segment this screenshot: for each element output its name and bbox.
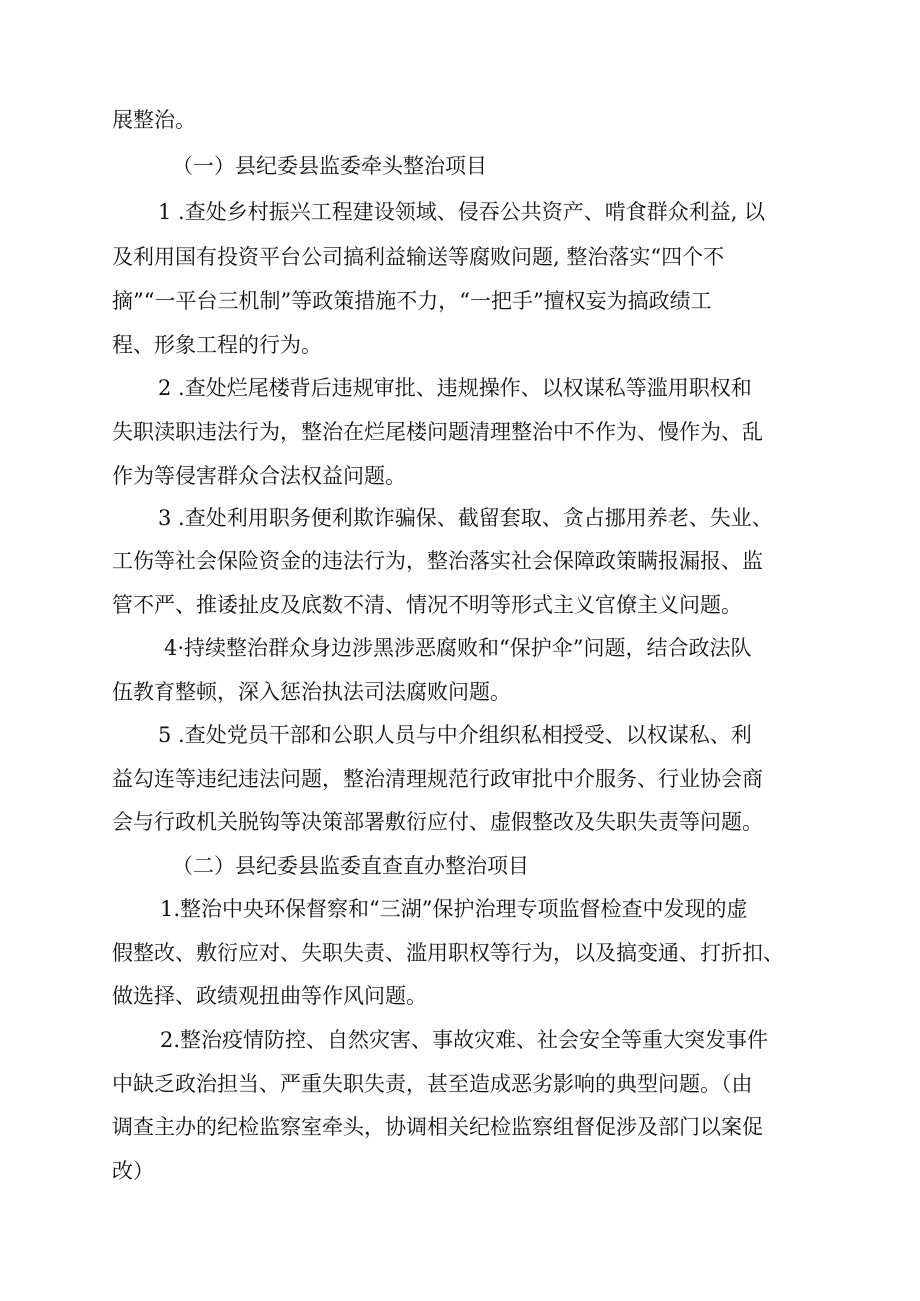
paragraph-line: 2 .查处烂尾楼背后违规审批、违规操作、以权谋私等滥用职权和	[158, 376, 752, 400]
paragraph-line: 改）	[112, 1159, 154, 1183]
paragraph-line: 1 .查处乡村振兴工程建设领域、侵吞公共资产、啃食群众利益, 以	[158, 200, 766, 224]
paragraph-line: 1.整治中央环保督察和“三湖”保护治理专项监督检查中发现的虚	[160, 897, 748, 921]
paragraph-line: 作为等侵害群众合法权益问题。	[112, 464, 406, 488]
section-heading-one: （一）县纪委县监委牵头整治项目	[172, 154, 487, 178]
paragraph-line: 失职渎职违法行为，整治在烂尾楼问题清理整治中不作为、慢作为、乱	[112, 420, 763, 444]
paragraph-line: 2.整治疫情防控、自然灾害、事故灾难、社会安全等重大突发事件	[160, 1028, 769, 1052]
paragraph-line: 会与行政机关脱钩等决策部署敷衍应付、虚假整改及失职失责等问题。	[112, 810, 763, 834]
paragraph-line: 中缺乏政治担当、严重失职失责，甚至造成恶劣影响的典型问题。（由	[112, 1072, 753, 1096]
paragraph-line: 展整治。	[112, 108, 196, 132]
paragraph-line: 管不严、推诿扯皮及底数不清、情况不明等形式主义官僚主义问题。	[112, 593, 742, 617]
paragraph-line: 假整改、敷衍应对、失职失责、滥用职权等行为，以及搞变通、打折扣、	[112, 941, 784, 965]
paragraph-line: 4·持续整治群众身边涉黑涉恶腐败和“保护伞”问题，结合政法队	[164, 636, 752, 660]
paragraph-line: 伍教育整顿，深入惩治执法司法腐败问题。	[112, 680, 511, 704]
paragraph-line: 3 .查处利用职务便利欺诈骗保、截留套取、贪占挪用养老、失业、	[158, 506, 773, 530]
paragraph-line: 做选择、政绩观扭曲等作风问题。	[112, 984, 427, 1008]
paragraph-line: 调查主办的纪检监察室牵头，协调相关纪检监察组督促涉及部门以案促	[112, 1115, 763, 1139]
paragraph-line: 5 .查处党员干部和公职人员与中介组织私相授受、以权谋私、利	[158, 723, 752, 747]
paragraph-line: 摘”“一平台三机制”等政策措施不力，“一把手”擅权妄为搞政绩工	[112, 289, 712, 313]
paragraph-line: 益勾连等违纪违法问题，整治清理规范行政审批中介服务、行业协会商	[112, 767, 763, 791]
paragraph-line: 程、形象工程的行为。	[112, 333, 322, 357]
paragraph-line: 工伤等社会保险资金的违法行为，整治落实社会保障政策瞒报漏报、监	[112, 549, 763, 573]
section-heading-two: （二）县纪委县监委直查直办整治项目	[172, 854, 529, 878]
paragraph-line: 及利用国有投资平台公司搞利益输送等腐败问题, 整治落实“四个不	[112, 245, 725, 269]
